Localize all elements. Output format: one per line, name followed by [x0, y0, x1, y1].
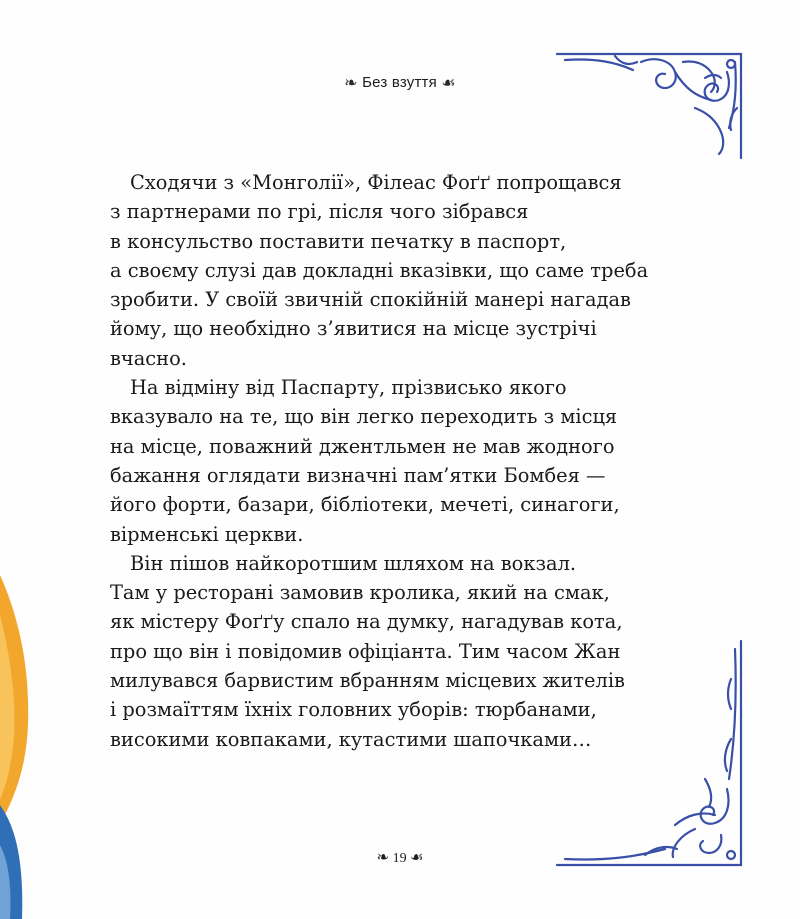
flourish-right-icon: ☙ — [441, 73, 456, 92]
text-line: милувався барвистим вбранням місцевих жителів — [110, 669, 625, 693]
text-line: Сходячи з «Монголії», Філеас Фоґґ попрощався — [130, 171, 622, 194]
text-line: про що він і повідомив офіціанта. Тим часом Жан — [110, 639, 621, 663]
text-line: вірменські церкви. — [110, 522, 304, 546]
text-line: йому, що необхідно з’явитися на місце зустрічі — [110, 317, 597, 341]
text-line: його форти, базари, бібліотеки, мечеті, синагоги, — [110, 493, 620, 517]
page-number: 19 — [392, 851, 407, 866]
text-line: Він пішов найкоротшим шляхом на вокзал. — [130, 551, 577, 575]
running-head — [0, 73, 800, 92]
flourish-right-icon: ☙ — [410, 848, 424, 866]
text-line: як містеру Фоґґу спало на думку, нагадував кота, — [110, 610, 623, 634]
text-line: а своєму слузі дав докладні вказівки, що саме треба — [110, 258, 649, 282]
text-line: Там у ресторані замовив кролика, який на смак, — [110, 581, 610, 605]
flourish-left-icon: ❧ — [344, 73, 358, 92]
text-line: з партнерами по грі, після чого зібрався — [110, 200, 529, 224]
text-line: вчасно. — [110, 346, 187, 370]
text-line: вказувало на те, що він легко переходить з місця — [110, 405, 618, 429]
text-line: і розмаїттям їхніх головних уборів: тюрбанами, — [110, 698, 597, 722]
text-line: На відміну від Паспарту, прізвисько якого — [130, 376, 567, 400]
filigree-corner-top-icon — [555, 48, 745, 160]
text-line: в консульство поставити печатку в паспорт, — [110, 229, 567, 253]
page-footer — [0, 848, 800, 867]
text-line: на місце, поважний джентльмен не мав жодного — [110, 434, 615, 458]
text-line: бажання оглядати визначні пам’ятки Бомбея — — [110, 463, 606, 487]
text-line: високими ковпаками, кутастими шапочками… — [110, 727, 592, 751]
flourish-left-icon: ❧ — [376, 848, 390, 866]
chapter-title: Без взуття — [362, 74, 437, 91]
text-line: зробити. У своїй звичній спокійній манері нагадав — [110, 288, 631, 312]
body-text — [110, 168, 670, 754]
